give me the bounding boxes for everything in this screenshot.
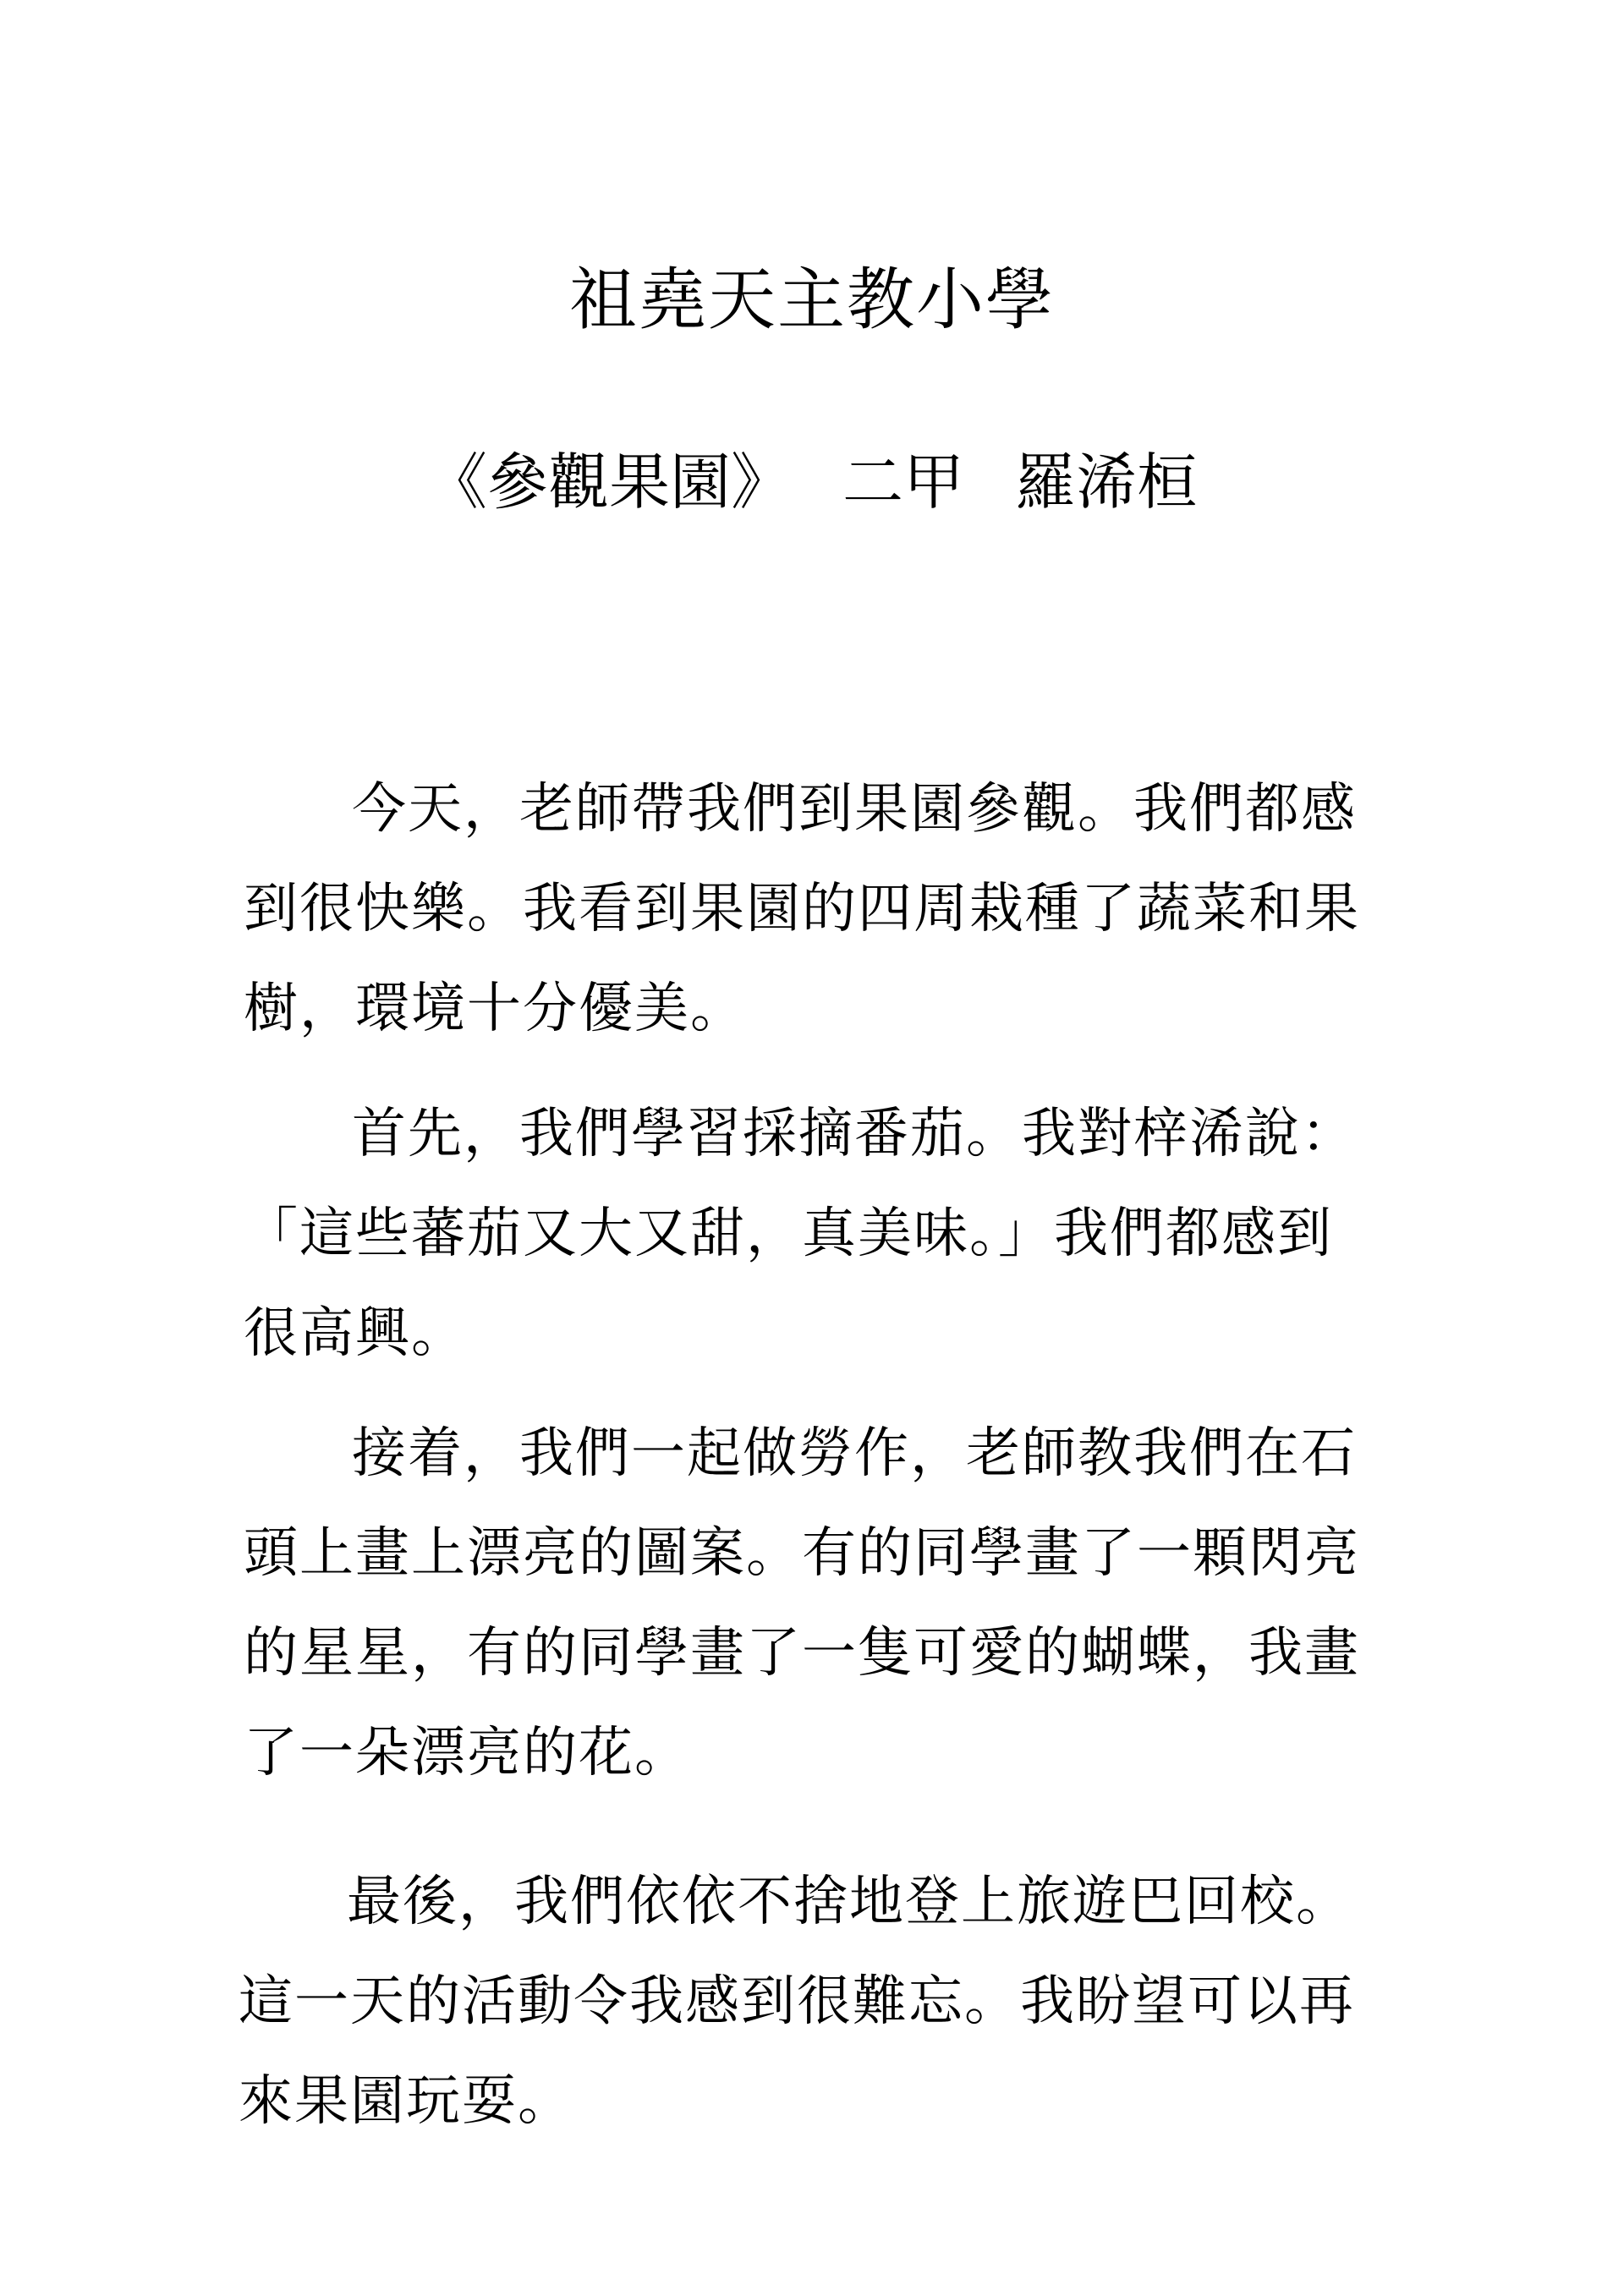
author-name: 羅浠桓 xyxy=(1015,447,1199,518)
essay-title: 《參觀果園》 xyxy=(425,447,792,518)
school-title: 祖堯天主教小學 xyxy=(569,260,1055,339)
essay-heading xyxy=(0,441,1624,523)
class-name: 二甲 xyxy=(842,447,964,518)
paragraph-3: 接着，我們一起做勞作，老師教我們在石頭上畫上漂亮的圖案。有的同學畫了一顆閃亮的星星，有的同學畫了一隻可愛的蝴蝶，我畫了一朵漂亮的花。 xyxy=(244,1422,1360,1784)
paragraph-1: 今天，老師帶我們到果園參觀。我們都感到很快樂。我看到果園的四周栽種了蔬菜和果樹，環境十分優美。 xyxy=(244,778,1360,1040)
paragraph-2: 首先，我們學習採摘番茄。我對梓浠說：「這些蕃茄又大又甜，真美味。」我們都感到很高興。 xyxy=(244,1103,1357,1365)
paragraph-4: 最後，我們依依不捨地登上旅遊巴回校。這一天的活動令我感到很難忘。我盼望可以再來果園玩耍。 xyxy=(239,1871,1355,2133)
